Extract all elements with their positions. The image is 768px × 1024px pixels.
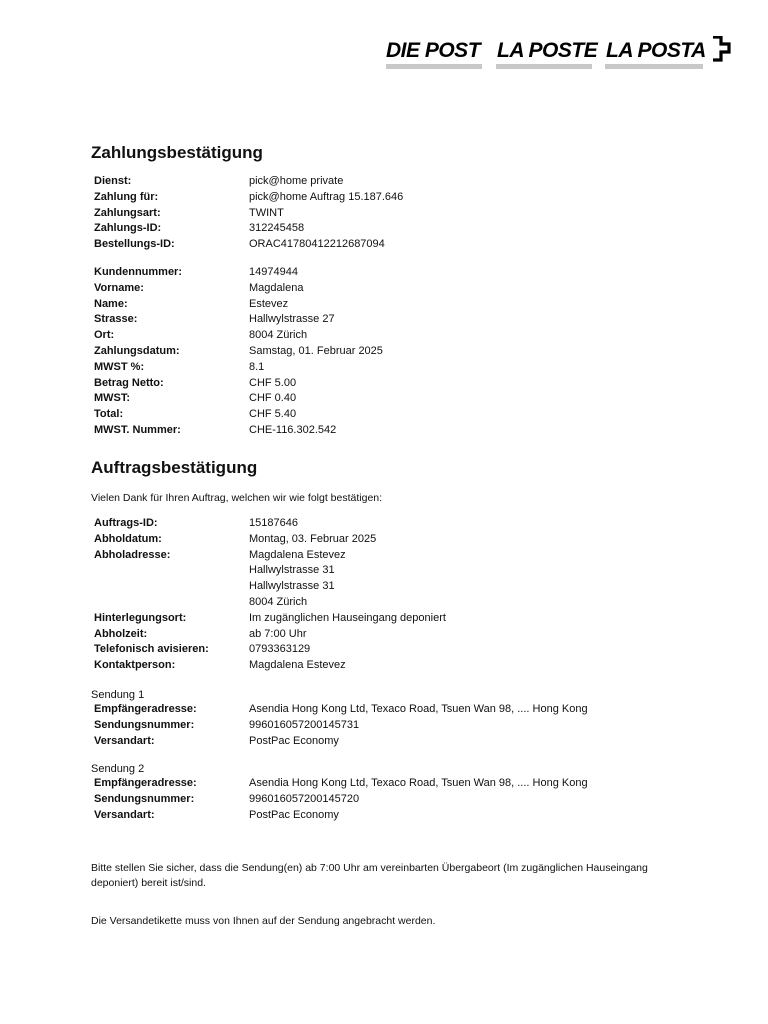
field-value: CHF 5.40 xyxy=(249,408,297,421)
field-label: Betrag Netto: xyxy=(94,376,164,389)
logo-word-de: DIE POST xyxy=(386,39,481,62)
field-label: Dienst: xyxy=(94,175,132,187)
payment-row xyxy=(94,221,694,237)
field-value: 8.1 xyxy=(249,360,265,373)
field-label: Auftrags-ID: xyxy=(94,517,158,529)
order-row xyxy=(94,642,694,658)
field-label: Strasse: xyxy=(94,313,138,326)
field-label: Ort: xyxy=(94,329,115,342)
field-label: Zahlungsart: xyxy=(94,206,161,219)
field-value: 15187646 xyxy=(249,517,298,529)
order-details xyxy=(94,516,694,674)
payment-row xyxy=(94,344,694,360)
field-label: Versandart: xyxy=(94,734,155,747)
field-value: CHF 5.00 xyxy=(249,376,297,389)
field-label: MWST %: xyxy=(94,360,145,373)
order-title: Auftragsbestätigung xyxy=(91,458,258,477)
field-label: Name: xyxy=(94,297,128,310)
post-logo xyxy=(386,36,736,70)
logo-underline xyxy=(386,64,482,69)
field-label: Zahlung für: xyxy=(94,190,159,203)
shipment-row xyxy=(94,808,694,824)
order-row xyxy=(94,658,694,674)
payment-row xyxy=(94,407,694,423)
payment-row xyxy=(94,328,694,344)
field-label: Total: xyxy=(94,408,124,421)
logo-underline xyxy=(605,64,703,69)
logo-underline xyxy=(496,64,592,69)
field-value: PostPac Economy xyxy=(249,808,339,821)
field-value: Asendia Hong Kong Ltd, Texaco Road, Tsuen Wan 98, .... Hong Kong xyxy=(249,703,588,715)
order-row xyxy=(94,627,694,643)
swiss-cross-icon xyxy=(704,36,732,66)
field-label: Sendungsnummer: xyxy=(94,792,195,805)
order-row xyxy=(94,548,694,564)
payment-row xyxy=(94,423,694,439)
order-row xyxy=(94,579,694,595)
field-value: Montag, 03. Februar 2025 xyxy=(249,532,377,545)
field-value: Hallwylstrasse 31 xyxy=(249,564,335,577)
shipment-row xyxy=(94,718,694,734)
payment-row xyxy=(94,237,694,253)
payment-row xyxy=(94,174,694,190)
field-label: Kundennummer: xyxy=(94,266,182,278)
payment-details-group2 xyxy=(94,265,694,439)
order-row xyxy=(94,563,694,579)
field-value: 0793363129 xyxy=(249,643,311,656)
order-row xyxy=(94,532,694,548)
logo-word-it: LA POSTA xyxy=(606,39,706,62)
shipment-1-heading: Sendung 1 xyxy=(91,689,145,701)
field-value: 8004 Zürich xyxy=(249,329,308,342)
payment-row xyxy=(94,281,694,297)
field-value: 996016057200145731 xyxy=(249,718,360,731)
field-value: Asendia Hong Kong Ltd, Texaco Road, Tsuen Wan 98, .... Hong Kong xyxy=(249,777,588,789)
payment-row xyxy=(94,265,694,281)
field-value: 996016057200145720 xyxy=(249,792,360,805)
field-label: MWST. Nummer: xyxy=(94,423,181,436)
field-label: Vorname: xyxy=(94,281,144,294)
shipment-1-details xyxy=(94,702,694,749)
field-value: CHF 0.40 xyxy=(249,392,297,405)
field-label: Zahlungsdatum: xyxy=(94,344,180,357)
readiness-note: Bitte stellen Sie sicher, dass die Sendung(en) ab 7:00 Uhr am vereinbarten Übergabeort (Im zugänglichen Hauseingang deponiert) bereit ist/sind. xyxy=(91,862,648,889)
shipment-row xyxy=(94,776,694,792)
payment-details-group1 xyxy=(94,174,694,253)
shipment-row xyxy=(94,792,694,808)
field-value: Hallwylstrasse 27 xyxy=(249,313,335,326)
payment-row xyxy=(94,391,694,407)
field-label: Bestellungs-ID: xyxy=(94,238,175,251)
field-value: CHE-116.302.542 xyxy=(249,423,337,436)
order-row xyxy=(94,595,694,611)
payment-row xyxy=(94,297,694,313)
field-label: Hinterlegungsort: xyxy=(94,611,187,624)
order-row xyxy=(94,516,694,532)
field-value: ab 7:00 Uhr xyxy=(249,627,307,640)
payment-row xyxy=(94,206,694,222)
field-value: ORAC41780412212687094 xyxy=(249,238,385,251)
field-label: MWST: xyxy=(94,392,131,405)
shipment-row xyxy=(94,702,694,718)
field-value: Im zugänglichen Hauseingang deponiert xyxy=(249,611,446,624)
payment-row xyxy=(94,376,694,392)
field-value: Estevez xyxy=(249,297,289,310)
field-value: TWINT xyxy=(249,206,284,219)
field-value: Samstag, 01. Februar 2025 xyxy=(249,344,383,357)
payment-row xyxy=(94,190,694,206)
field-label: Sendungsnummer: xyxy=(94,718,195,731)
order-intro: Vielen Dank für Ihren Auftrag, welchen wir wie folgt bestätigen: xyxy=(91,492,383,504)
label-note: Die Versandetikette muss von Ihnen auf der Sendung angebracht werden. xyxy=(91,915,436,927)
field-label: Telefonisch avisieren: xyxy=(94,643,209,656)
field-value: Magdalena xyxy=(249,281,304,294)
field-value: Hallwylstrasse 31 xyxy=(249,580,335,593)
shipment-2-details xyxy=(94,776,694,823)
field-value: Magdalena Estevez xyxy=(249,659,346,672)
payment-row xyxy=(94,312,694,328)
field-label: Abholadresse: xyxy=(94,548,171,561)
field-label: Zahlungs-ID: xyxy=(94,222,162,235)
logo-word-fr: LA POSTE xyxy=(497,39,598,62)
field-label: Abholzeit: xyxy=(94,627,148,640)
field-value: pick@home private xyxy=(249,175,344,187)
shipment-2-heading: Sendung 2 xyxy=(91,763,145,775)
field-label: Abholdatum: xyxy=(94,532,162,545)
payment-row xyxy=(94,360,694,376)
field-label: Empfängeradresse: xyxy=(94,777,197,789)
field-value: PostPac Economy xyxy=(249,734,339,747)
shipment-row xyxy=(94,734,694,750)
field-value: pick@home Auftrag 15.187.646 xyxy=(249,190,404,203)
field-value: 8004 Zürich xyxy=(249,595,308,608)
payment-title: Zahlungsbestätigung xyxy=(91,143,263,162)
field-value: 14974944 xyxy=(249,266,298,278)
field-label: Kontaktperson: xyxy=(94,659,176,672)
field-value: 312245458 xyxy=(249,222,305,235)
field-label: Empfängeradresse: xyxy=(94,703,197,715)
order-row xyxy=(94,611,694,627)
field-label: Versandart: xyxy=(94,808,155,821)
field-value: Magdalena Estevez xyxy=(249,548,346,561)
